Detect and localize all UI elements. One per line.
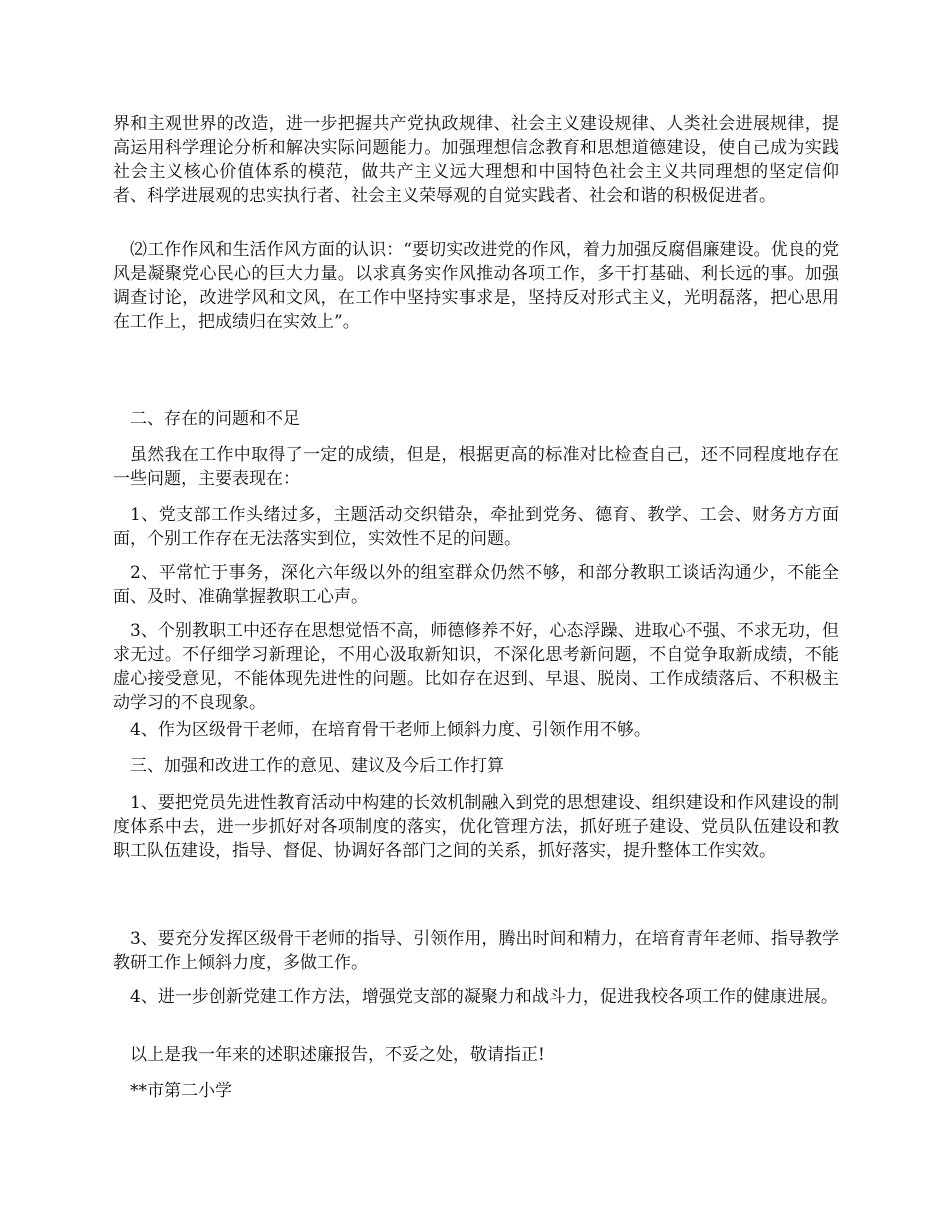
- paragraph-closing: 以上是我一年来的述职述廉报告，不妥之处，敬请指正!: [130, 1045, 545, 1065]
- paragraph-problem-3: 3、个别教职工中还存在思想觉悟不高，师德修养不好，心态浮躁、进取心不强、不求无功，但求无过。不仔细学习新理论，不用心汲取新知识，不深化思考新问题，不自觉争取新成绩，不能虚心接受意见，不能体现先进性的问题。比如存在迟到、早退、脱岗、工作成绩落后、不积极主动学习的不良现象。: [113, 621, 839, 713]
- section-heading-problems: 二、存在的问题和不足: [130, 409, 300, 429]
- paragraph-improvement-1: 1、要把党员先进性教育活动中构建的长效机制融入到党的思想建设、组织建设和作风建设的制度体系中去，进一步抓好对各项制度的落实，优化管理方法，抓好班子建设、党员队伍建设和教职工队伍建设，指导、督促、协调好各部门之间的关系，抓好落实，提升整体工作实效。: [113, 793, 839, 861]
- paragraph-problems-intro: 虽然我在工作中取得了一定的成绩，但是，根据更高的标准对比检查自己，还不同程度地存在一些问题，主要表现在：: [113, 445, 839, 489]
- signature-school-name: **市第二小学: [130, 1081, 232, 1101]
- paragraph-problem-4: 4、作为区级骨干老师，在培育骨干老师上倾斜力度、引领作用不够。: [130, 720, 651, 740]
- paragraph-improvement-4: 4、进一步创新党建工作方法，增强党支部的凝聚力和战斗力，促进我校各项工作的健康进展。: [130, 987, 838, 1007]
- section-heading-improvements: 三、加强和改进工作的意见、建议及今后工作打算: [130, 756, 504, 776]
- paragraph-problem-1: 1、党支部工作头绪过多，主题活动交织错杂，牵扯到党务、德育、教学、工会、财务方方面面，个别工作存在无法落实到位，实效性不足的问题。: [113, 505, 839, 549]
- paragraph-ideology-continuation: 界和主观世界的改造，进一步把握共产党执政规律、社会主义建设规律、人类社会进展规律，提高运用科学理论分析和解决实际问题能力。加强理想信念教育和思想道德建设，使自己成为实践社会主义核心价值体系的模范，做共产主义远大理想和中国特色社会主义共同理想的坚定信仰者、科学进展观的忠实执行者、社会主义荣辱观的自觉实践者、社会和谐的积极促进者。: [113, 114, 839, 206]
- paragraph-work-style: ⑵工作作风和生活作风方面的认识：“要切实改进党的作风，着力加强反腐倡廉建设。优良的党风是凝聚党心民心的巨大力量。以求真务实作风推动各项工作，多干打基础、利长远的事。加强调查讨论，改进学风和文风，在工作中坚持实事求是，坚持反对形式主义，光明磊落，把心思用在工作上，把成绩归在实效上”。: [113, 240, 839, 332]
- paragraph-improvement-3: 3、要充分发挥区级骨干老师的指导、引领作用，腾出时间和精力，在培育青年老师、指导教学教研工作上倾斜力度，多做工作。: [113, 929, 839, 973]
- paragraph-problem-2: 2、平常忙于事务，深化六年级以外的组室群众仍然不够，和部分教职工谈话沟通少，不能全面、及时、准确掌握教职工心声。: [113, 563, 839, 607]
